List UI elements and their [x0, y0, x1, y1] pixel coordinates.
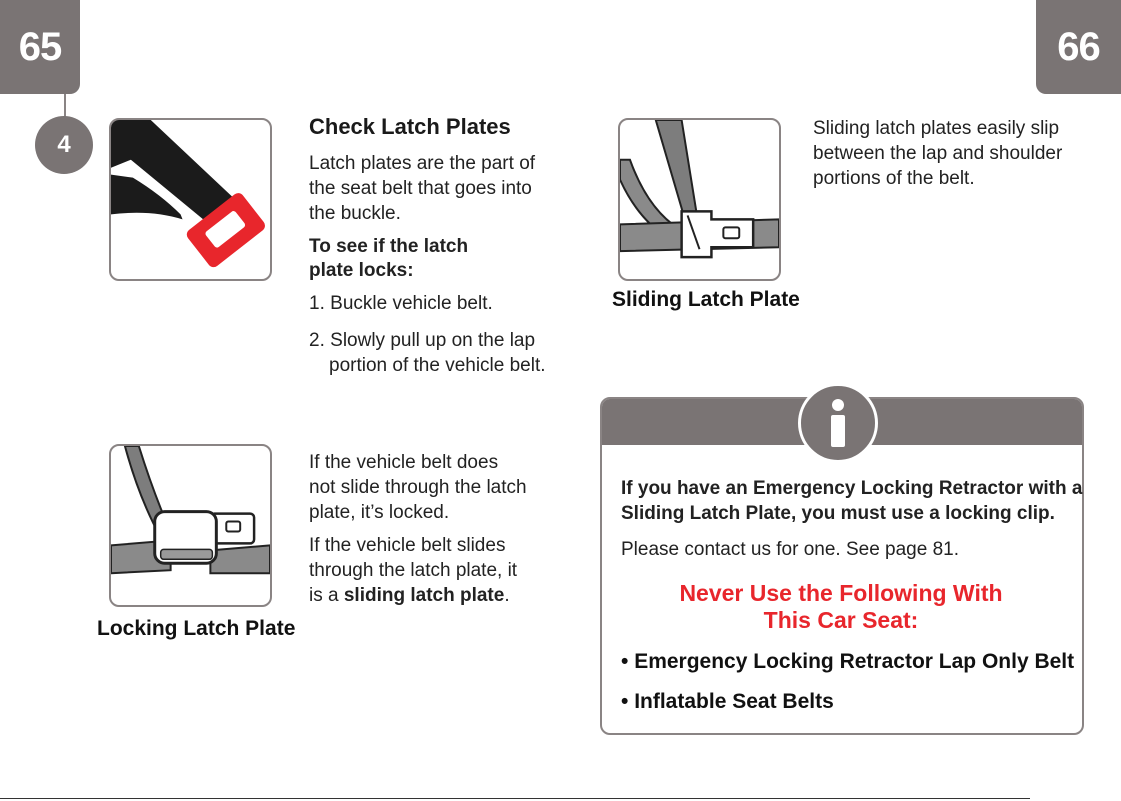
- bullet-item: • Inflatable Seat Belts: [621, 690, 834, 713]
- locking-latch-plate-icon: [111, 446, 270, 605]
- sliding-description: Sliding latch plates easily slip between the lap and shoulder portions of the belt.: [813, 118, 1063, 189]
- latch-check-subheading: To see if the latch plate locks:: [309, 236, 469, 281]
- contact-text: Please contact us for one. See page 81.: [621, 539, 960, 560]
- page-number-left: 65: [0, 0, 80, 94]
- sliding-latch-plate-illustration: [618, 118, 781, 281]
- intro-text: Latch plates are the part of the seat belt that goes into the buckle.: [309, 153, 536, 224]
- sliding-latch-plate-caption: Sliding Latch Plate: [612, 288, 800, 311]
- latch-plate-illustration: [109, 118, 272, 281]
- locking-clip-heading: If you have an Emergency Locking Retractor with a Sliding Latch Plate, you must use a locking clip.: [621, 478, 1083, 524]
- page-number-right: 66: [1036, 0, 1121, 94]
- sliding-latch-plate-term: sliding latch plate: [343, 585, 505, 606]
- locking-description: If the vehicle belt does not slide through the latch plate, it’s locked.: [309, 452, 527, 523]
- locking-latch-plate-illustration: [109, 444, 272, 607]
- bullet-item: • Emergency Locking Retractor Lap Only Belt: [621, 650, 1075, 673]
- sliding-latch-plate-icon: [620, 120, 779, 279]
- warning-heading: Never Use the Following With This Car Seat:: [679, 580, 1003, 633]
- info-glyph: [828, 399, 848, 447]
- step-number-badge: 4: [35, 116, 93, 174]
- sliding-note: If the vehicle belt slides through the latch plate, it is a sliding latch plate.: [309, 535, 518, 606]
- info-icon: [798, 383, 878, 463]
- bottom-rule: [0, 798, 1030, 799]
- locking-latch-plate-caption: Locking Latch Plate: [97, 617, 296, 640]
- red-latch-plate-icon: [111, 120, 270, 279]
- step-2: 2. Slowly pull up on the lap: [309, 330, 536, 351]
- step-2-continued: portion of the vehicle belt.: [329, 355, 546, 376]
- section-title: Check Latch Plates: [309, 114, 511, 139]
- step-1: 1. Buckle vehicle belt.: [309, 293, 493, 314]
